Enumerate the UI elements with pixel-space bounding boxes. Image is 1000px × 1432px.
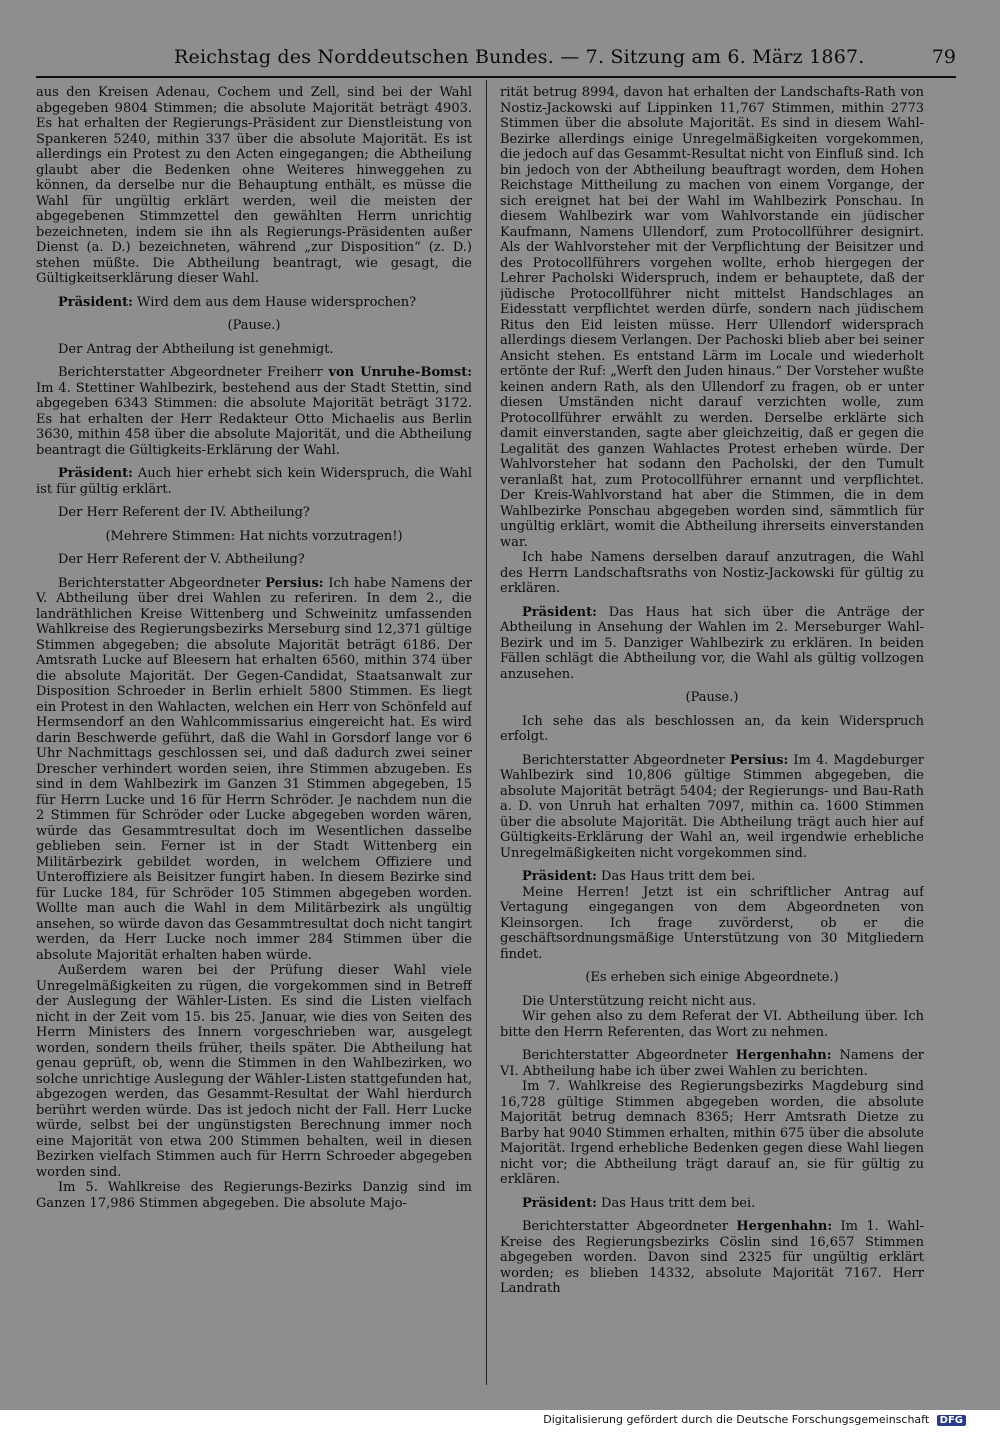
paragraph: Ich habe Namens derselben darauf anzutragen, die Wahl des Herrn Landschaftsraths von Nostiz-Jackowski für gültig zu erklären. bbox=[500, 550, 924, 596]
page-number: 79 bbox=[931, 46, 956, 68]
speech-text: Das Haus hat sich über die Anträge der Abtheilung in Ansehung der Wahlen im 2. Merseburger Wahl-Bezirk und im 5. Danziger Wahlbezirk zu erklären. In beiden Fällen schlägt die Abtheilung vor, die Wahl als gültig vollzogen anzusehen. bbox=[500, 604, 924, 682]
speaker-name: Präsident: bbox=[522, 1195, 597, 1211]
speech-text: Ich habe Namens der V. Abtheilung über drei Wahlen zu referiren. In dem 2., die landräthlichen Kreise Wittenberg und Schweinitz umfassenden Wahlkreise des Regierungsbezirks Merseburg sind 12,371 gültige Stimmen abgegeben; die absolute Majorität beträgt 6186. Der Amtsrath Lucke auf Bleesern hat erhalten 6560, mithin 374 über die absolute Majorität. Der Gegen-Candidat, Staatsanwalt zur Disposition Schroeder in Berlin erhielt 5800 Stimmen. Es liegt ein Protest in den Wahlacten, welchen ein Herr von Schönfeld auf Hermsendorf an den Wahlcommissarius eingereicht hat. Es wird darin Beschwerde geführt, daß die Wahl in Gorsdorf lange vor 6 Uhr Nachmittags geschlossen sei, und daß dadurch zwei seiner Drescher verhindert worden seien, ihre Stimmen abzugeben. Es sind in dem Wahlbezirk im Ganzen 31 Stimmen abgegeben, 15 für Herrn Lucke und 16 für Herrn Schröder. Je nachdem nun die 2 Stimmen für Schröder oder Lucke abgegeben worden wären, würde das Gesammtresultat doch im Wesentlichen dasselbe geblieben sein. Ferner ist in der Stadt Wittenberg ein Militärbezirk gebildet worden, in welchem Offiziere und Unteroffiziere als Beisitzer fungirt haben. In diesem Bezirke sind für Lucke 184, für Schröder 105 Stimmen abgegeben worden. Wollte man auch die Wahl in dem Militärbezirk als ungültig ansehen, so würde davon das Gesammtresultat doch nicht tangirt werden, da Herr Lucke noch immer 284 Stimmen über die absolute Majorität erhalten haben würde. bbox=[36, 575, 472, 963]
digitization-credit bbox=[543, 1413, 966, 1429]
speaker-name: Präsident: bbox=[58, 294, 133, 310]
page-header bbox=[36, 44, 956, 72]
paragraph bbox=[500, 1196, 924, 1212]
running-title: Reichstag des Norddeutschen Bundes. — 7. Sitzung am 6. März 1867. bbox=[174, 46, 865, 68]
speaker-intro: Berichterstatter Abgeordneter bbox=[522, 752, 730, 768]
speaker-intro: Berichterstatter Abgeordneter Freiherr bbox=[58, 365, 329, 380]
speech-text: Das Haus tritt dem bei. bbox=[596, 869, 756, 884]
speech-text: Im 4. Stettiner Wahlbezirk, bestehend aus der Stadt Stettin, sind abgegeben 6343 Stimmen: die absolute Majorität beträgt 3172. Es hat erhalten der Herr Redakteur Otto Michaelis aus Berlin 3630, mithin 458 über die absolute Majorität, und die Abtheilung beantragt die Gültigkeits-Erklärung der Wahl. bbox=[36, 380, 472, 458]
paragraph: Der Herr Referent der V. Abtheilung? bbox=[58, 552, 305, 567]
paragraph: aus den Kreisen Adenau, Cochem und Zell, sind bei der Wahl abgegeben 9804 Stimmen; die absolute Majorität beträgt 4903. Es hat erhalten der Regierungs-Präsident zur Dienstleistung von Spankeren 5240, mithin 337 über die absolute Majorität. Es ist allerdings ein Protest zu den Acten eingegangen; die Abtheilung glaubt aber die Bedenken ohne Weiteres hinweggehen zu können, da derselbe nur die Behauptung enthält, es müsse die Wahl für ungültig erklärt werden, weil die meisten der abgegebenen Stimmzettel den gewählten Herrn unrichtig bezeichneten, indem sie ihn als Regierungs-Präsidenten außer Dienst (a. D.) bezeichneten, während „zur Disposition“ (z. D.) stehen müßte. Die Abtheilung beantragt, wie gesagt, die Gültigkeitserklärung dieser Wahl. bbox=[36, 85, 472, 286]
paragraph: Wir gehen also zu dem Referat der VI. Abtheilung über. Ich bitte den Herrn Referenten, das Wort zu nehmen. bbox=[500, 1009, 924, 1040]
paragraph: Der Antrag der Abtheilung ist genehmigt. bbox=[58, 341, 334, 357]
paragraph bbox=[500, 605, 924, 683]
speech-text: Das Haus tritt dem bei. bbox=[596, 1195, 756, 1211]
speaker-name: Präsident: bbox=[522, 869, 597, 884]
speaker-intro: Berichterstatter Abgeordneter bbox=[522, 1048, 736, 1063]
credit-text: Digitalisierung gefördert durch die Deutsche Forschungsgemeinschaft bbox=[543, 1413, 930, 1426]
paragraph bbox=[36, 466, 472, 497]
left-column bbox=[36, 85, 472, 1385]
paragraph bbox=[36, 365, 472, 458]
speech-text: Im 1. Wahl-Kreise des Regierungsbezirks Cöslin sind 16,657 Stimmen abgegeben worden. Davon sind 2325 für ungültig erklärt worden; es blieben 14332, absolute Majorität 7167. Herr Landrath bbox=[500, 1219, 924, 1296]
speaker-intro: Berichterstatter Abgeordneter bbox=[58, 575, 266, 591]
column-divider bbox=[486, 80, 487, 1385]
stage-direction: (Pause.) bbox=[685, 690, 739, 705]
right-column bbox=[500, 85, 924, 1385]
dfg-logo: DFG bbox=[937, 1415, 966, 1426]
paragraph: Meine Herren! Jetzt ist ein schriftlicher Antrag auf Vertagung eingegangen von dem Abgeordneten von Kleinsorgen. Ich frage zuvörderst, ob er die geschäftsordnungsmäßige Unterstützung von 30 Mitgliedern findet. bbox=[500, 884, 924, 962]
paragraph bbox=[500, 753, 924, 862]
speaker-name: Persius: bbox=[265, 575, 324, 591]
stage-direction: (Pause.) bbox=[227, 318, 281, 333]
speaker-name: von Unruhe-Bomst: bbox=[328, 365, 472, 380]
speaker-name: Präsident: bbox=[522, 604, 597, 620]
speech-text: Auch hier erhebt sich kein Widerspruch, die Wahl ist für gültig erklärt. bbox=[36, 466, 472, 497]
speaker-name: Hergenhahn: bbox=[736, 1219, 833, 1234]
paragraph: Im 5. Wahlkreise des Regierungs-Bezirks Danzig sind im Ganzen 17,986 Stimmen abgegeben. Die absolute Majo- bbox=[36, 1180, 472, 1211]
paragraph bbox=[500, 1219, 924, 1297]
paragraph: Ich sehe das als beschlossen an, da kein Widerspruch erfolgt. bbox=[500, 713, 924, 744]
speaker-name: Präsident: bbox=[58, 466, 133, 481]
stage-direction: (Es erheben sich einige Abgeordnete.) bbox=[585, 970, 839, 985]
paragraph bbox=[36, 295, 472, 311]
speech-text: Im 4. Magdeburger Wahlbezirk sind 10,806 gültige Stimmen abgegeben, die absolute Majorität beträgt 5404; der Regierungs- und Bau-Rath a. D. von Unruh hat erhalten 7097, mithin ca. 1600 Stimmen über die absolute Majorität. Die Abtheilung trägt auch hier auf Gültigkeits-Erklärung der Wahl an, weil irgendwie erhebliche Unregelmäßigkeiten nicht vorgekommen sind. bbox=[500, 752, 924, 861]
speech-text: Namens der VI. Abtheilung habe ich über zwei Wahlen zu berichten. bbox=[500, 1048, 924, 1079]
paragraph: Der Herr Referent der IV. Abtheilung? bbox=[58, 505, 310, 520]
stage-direction: (Mehrere Stimmen: Hat nichts vorzutragen!) bbox=[105, 528, 403, 544]
speaker-intro: Berichterstatter Abgeordneter bbox=[522, 1219, 737, 1234]
speaker-name: Persius: bbox=[729, 752, 789, 768]
paragraph: Im 7. Wahlkreise des Regierungsbezirks Magdeburg sind 16,728 gültige Stimmen abgegeben worden, die absolute Majorität betrug demnach 8365; Herr Amtsrath Dietze zu Barby hat 9040 Stimmen erhalten, mithin 675 über die absolute Majorität. Irgend erhebliche Bedenken gegen diese Wahl liegen nicht vor; die Abtheilung trägt darauf an, sie für gültig zu erklären. bbox=[500, 1079, 924, 1187]
paragraph bbox=[36, 576, 472, 964]
paragraph bbox=[500, 869, 924, 885]
header-rule bbox=[36, 76, 956, 78]
paragraph: Die Unterstützung reicht nicht aus. bbox=[522, 993, 756, 1009]
paragraph: Außerdem waren bei der Prüfung dieser Wahl viele Unregelmäßigkeiten zu rügen, die vorgekommen sind in Betreff der Auslegung der Wähler-Listen. Es sind die Listen vielfach nicht in der Zeit vom 15. bis 25. Januar, wie dies von Seiten des Herrn Ministers des Innern vorgeschrieben war, ausgelegt worden, sondern theils früher, theils später. Die Abtheilung hat genau geprüft, ob, wenn die Stimmen in den Wahlbezirken, wo solche unrichtige Auslegung der Wähler-Listen stattgefunden hat, abgezogen werden, das Gesammt-Resultat der Wahl hierdurch berührt werden würde. Das ist jedoch nicht der Fall. Herr Lucke würde, selbst bei der ungünstigsten Berechnung immer noch eine Majorität von etwa 200 Stimmen behalten, weil in diesen Bezirken vielfach Stimmen auch für Herrn Schroeder abgegeben worden sind. bbox=[36, 963, 472, 1180]
paragraph bbox=[500, 1048, 924, 1079]
speaker-name: Hergenhahn: bbox=[735, 1048, 832, 1063]
paragraph: rität betrug 8994, davon hat erhalten der Landschafts-Rath von Nostiz-Jackowski auf Lippinken 11,767 Stimmen, mithin 2773 Stimmen über die absolute Majorität. Es sind in diesem Wahl-Bezirke allerdings einige Unregelmäßigkeiten vorgekommen, die jedoch auf das Gesammt-Resultat nicht von Einfluß sind. Ich bin jedoch von der Abtheilung beauftragt worden, dem Hohen Reichstage Mittheilung zu machen von einem Vorgange, der sich ereignet hat bei der Wahl im Wahlbezirk Ponschau. In diesem Wahlbezirk war vom Wahlvorstande ein jüdischer Kaufmann, Namens Ullendorf, zum Protocollführer designirt. Als der Wahlvorsteher mit der Verpflichtung der Beisitzer und des Protocollführers vorgehen wollte, erhob hiergegen der Lehrer Pacholski Widerspruch, indem er behauptete, daß der jüdische Protocollführer nicht mittelst Handschlages an Eidesstatt verpflichtet werden dürfe, sondern nach jüdischem Ritus den Eid leisten müsse. Herr Ullendorf widersprach allerdings diesem Verlangen. Der Pachoski blieb aber bei seiner Ansicht stehen. Es entstand Lärm im Locale und wiederholt ertönte der Ruf: „Werft den Juden hinaus.“ Der Vorsteher wußte keinen andern Rath, als den Ullendorf zu fragen, ob er unter diesen Umständen nicht darauf verzichten wolle, zum Protocollführer erwählt zu werden. Derselbe erklärte sich damit einverstanden, sagte aber gleichzeitig, daß er gegen die Legalität des ganzen Wahlactes Protest erheben würde. Der Wahlvorsteher hat sodann den Pacholski, der den Tumult veranlaßt hat, zum Protocollführer ernannt und verpflichtet. Der Kreis-Wahlvorstand hat aber die Stimmen, die in dem Wahlbezirke Ponschau abgegeben worden sind, sämmtlich für ungültig erklärt, womit die Abtheilung ihrerseits einverstanden war. bbox=[500, 85, 924, 550]
speech-text: Wird dem aus dem Hause widersprochen? bbox=[132, 294, 417, 310]
